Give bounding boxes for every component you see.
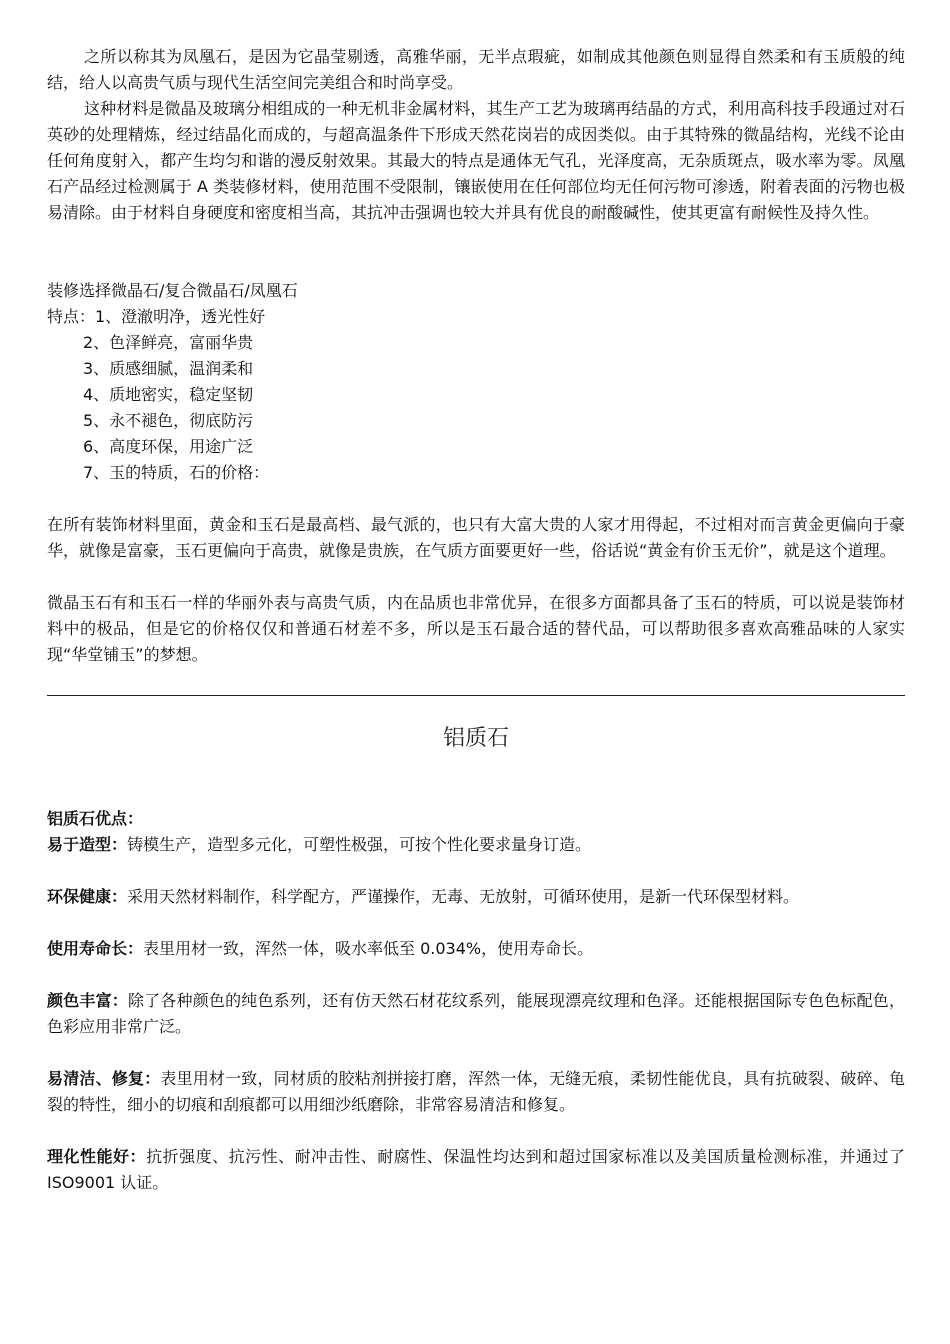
advantage-item (47, 884, 905, 910)
features-heading: 装修选择微晶石/复合微晶石/凤凰石 (47, 281, 298, 300)
advantage-text: 铸模生产，造型多元化，可塑性极强，可按个性化要求量身订造。 (127, 835, 592, 854)
feature-item-1: 特点：1、澄澈明净，透光性好 (47, 307, 266, 326)
feature-item-6: 6、高度环保，用途广泛 (83, 437, 254, 456)
advantage-item (47, 1066, 905, 1118)
advantage-text: 抗折强度、抗污性、耐冲击性、耐腐性、保温性均达到和超过国家标准以及美国质量检测标准，并通过了 ISO9001 认证。 (47, 1147, 905, 1192)
advantage-text: 表里用材一致，浑然一体，吸水率低至 0.034%，使用寿命长。 (143, 939, 594, 958)
advantage-label: 使用寿命长： (47, 939, 144, 958)
advantage-label: 颜色丰富： (47, 991, 128, 1010)
advantage-item (47, 1144, 905, 1196)
intro-paragraph-2: 这种材料是微晶及玻璃分相组成的一种无机非金属材料，其生产工艺为玻璃再结晶的方式，利用高科技手段通过对石英砂的处理精炼，经过结晶化而成的，与超高温条件下形成天然花岗岩的成因类似。由于其特殊的微晶结构，光线不论由任何角度射入，都产生均匀和谐的漫反射效果。其最大的特点是通体无气孔，光泽度高，无杂质斑点，吸水率为零。凤凰石产品经过检测属于 A 类装修材料，使用范围不受限制，镶嵌使用在任何部位均无任何污物可渗透，附着表面的污物也极易清除。由于材料自身硬度和密度相当高，其抗冲击强调也较大并具有优良的耐酸碱性，使其更富有耐候性及持久性。 (47, 99, 905, 222)
advantage-label: 易于造型： (47, 835, 128, 854)
advantage-item (47, 988, 905, 1040)
feature-item-3: 3、质感细腻，温润柔和 (83, 359, 254, 378)
advantage-item (47, 832, 905, 858)
advantage-item (47, 936, 905, 962)
feature-item-2: 2、色泽鲜亮，富丽华贵 (83, 333, 254, 352)
feature-item-5: 5、永不褪色，彻底防污 (83, 411, 254, 430)
section-title: 铝质石 (442, 726, 509, 751)
intro-paragraph-1: 之所以称其为凤凰石，是因为它晶莹剔透，高雅华丽，无半点瑕疵，如制成其他颜色则显得自然柔和有玉质般的纯结，给人以高贵气质与现代生活空间完美组合和时尚享受。 (47, 47, 905, 92)
advantage-label: 环保健康： (47, 887, 128, 906)
advantage-label: 易清洁、修复： (47, 1069, 161, 1088)
feature-item-4: 4、质地密实，稳定坚韧 (83, 385, 254, 404)
jade-paragraph-1: 在所有装饰材料里面，黄金和玉石是最高档、最气派的，也只有大富大贵的人家才用得起，不过相对而言黄金更偏向于豪华，就像是富豪，玉石更偏向于高贵，就像是贵族，在气质方面要更好一些，俗话说“黄金有价玉无价”，就是这个道理。 (47, 515, 905, 560)
advantage-text: 除了各种颜色的纯色系列，还有仿天然石材花纹系列，能展现漂亮纹理和色泽。还能根据国际专色色标配色，色彩应用非常广泛。 (47, 991, 905, 1036)
advantage-label: 理化性能好： (47, 1147, 147, 1166)
document-page (47, 44, 905, 1196)
jade-paragraph-2: 微晶玉石有和玉石一样的华丽外表与高贵气质，内在品质也非常优异，在很多方面都具备了玉石的特质，可以说是装饰材料中的极品，但是它的价格仅仅和普通石材差不多，所以是玉石最合适的替代品，可以帮助很多喜欢高雅品味的人家实现“华堂铺玉”的梦想。 (47, 593, 905, 664)
advantage-text: 表里用材一致，同材质的胶粘剂拼接打磨，浑然一体，无缝无痕，柔韧性能优良，具有抗破裂、破碎、龟裂的特性，细小的切痕和刮痕都可以用细沙纸磨除，非常容易清洁和修复。 (47, 1069, 905, 1114)
feature-item-7: 7、玉的特质，石的价格： (83, 463, 270, 482)
advantage-text: 采用天然材料制作，科学配方，严谨操作，无毒、无放射，可循环使用，是新一代环保型材料。 (127, 887, 800, 906)
advantages-heading: 铝质石优点： (47, 809, 144, 828)
features-list (47, 278, 905, 486)
section-divider (47, 695, 905, 696)
